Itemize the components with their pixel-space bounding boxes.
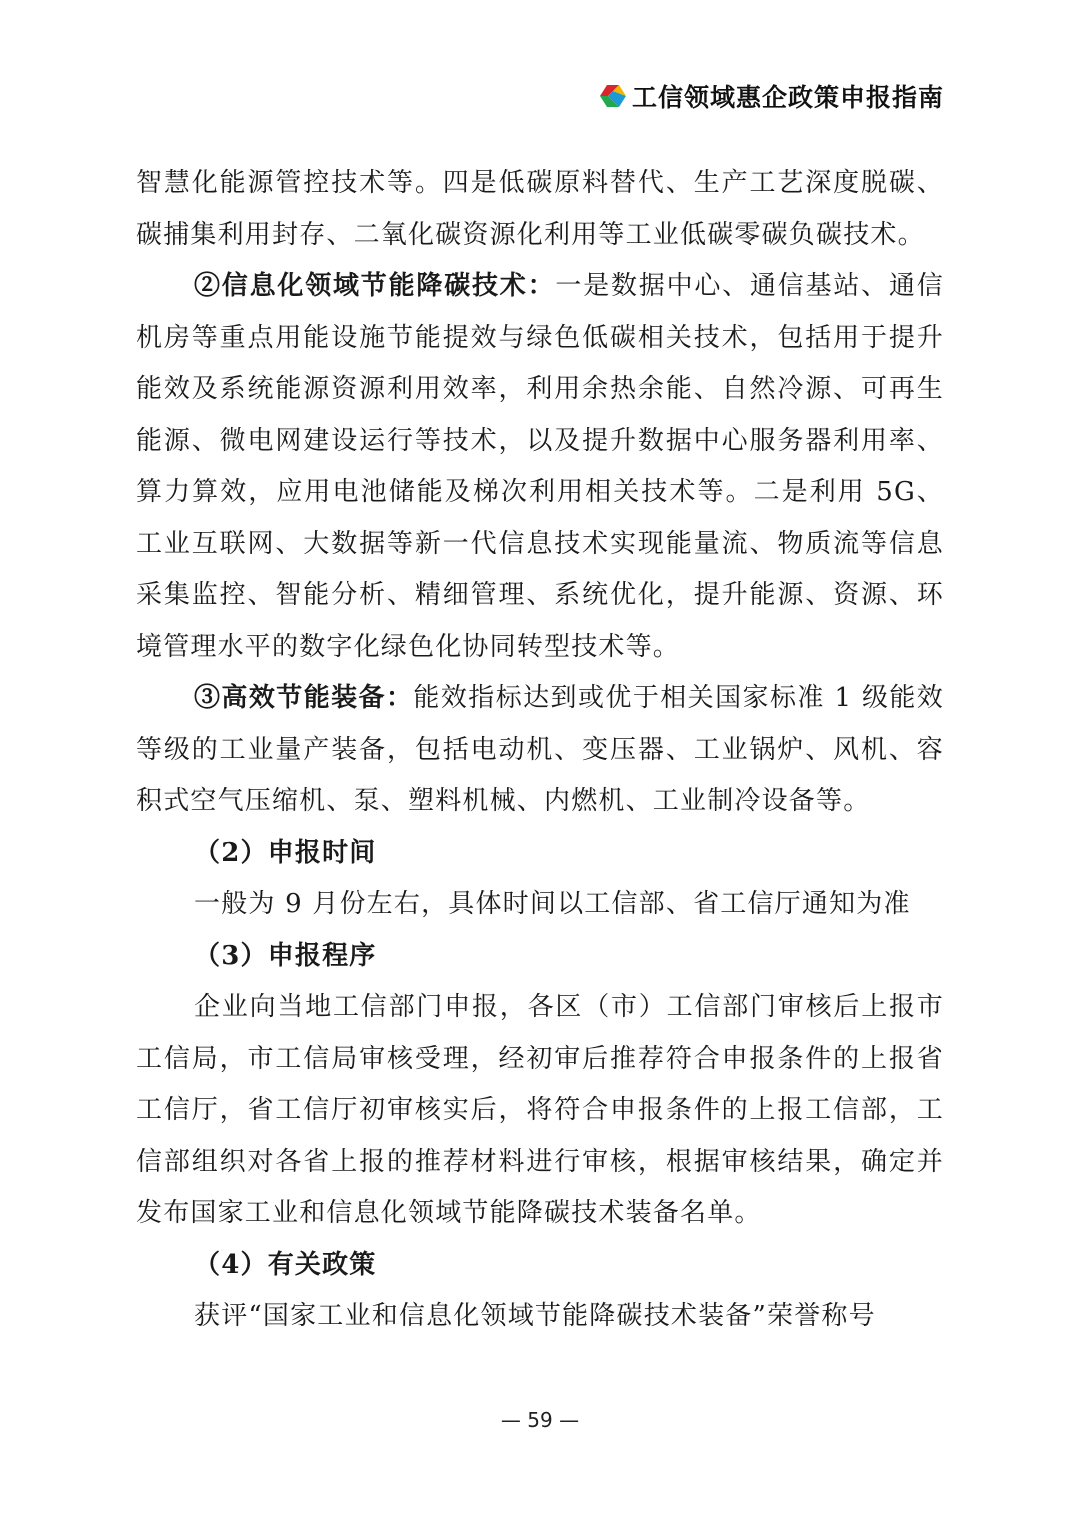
paragraph: 获评“国家工业和信息化领域节能降碳技术装备”荣誉称号: [194, 1301, 876, 1331]
paragraph-body: 能效指标达到或优于相关国家标准 1 级能效等级的工业量产装备，包括电动机、变压器、工业锅炉、风机、容积式空气压缩机、泵、塑料机械、内燃机、工业制冷设备等。: [136, 683, 944, 816]
paragraph: 智慧化能源管控技术等。四是低碳原料替代、生产工艺深度脱碳、碳捕集利用封存、二氧化碳资源化利用等工业低碳零碳负碳技术。: [136, 168, 944, 250]
paragraph-lead: ②信息化领域节能降碳技术：: [194, 271, 556, 301]
paragraph: 一般为 9 月份左右，具体时间以工信部、省工信厅通知为准: [194, 889, 911, 919]
page-header: [598, 76, 944, 116]
logo-icon: [598, 81, 628, 111]
section-heading: （3）申报程序: [194, 940, 377, 971]
page-number: — 59 —: [500, 1408, 580, 1432]
paragraph-body: 一是数据中心、通信基站、通信机房等重点用能设施节能提效与绿色低碳相关技术，包括用于提升能效及系统能源资源利用效率，利用余热余能、自然冷源、可再生能源、微电网建设运行等技术，以及提升数据中心服务器利用率、算力算效，应用电池储能及梯次利用相关技术等。二是利用 5G、工业互联网、大数据等新一代信息技术实现能量流、物质流等信息采集监控、智能分析、精细管理、系统优化，提升能源、资源、环境管理水平的数字化绿色化协同转型技术等。: [136, 271, 944, 662]
paragraph: [136, 673, 944, 828]
document-body: [136, 158, 944, 1343]
section-heading: （2）申报时间: [194, 837, 377, 868]
header-title: 工信领域惠企政策申报指南: [631, 83, 944, 112]
paragraph-lead: ③高效节能装备：: [194, 683, 414, 713]
paragraph: 企业向当地工信部门申报，各区（市）工信部门审核后上报市工信局，市工信局审核受理，经初审后推荐符合申报条件的上报省工信厅，省工信厅初审核实后，将符合申报条件的上报工信部，工信部组织对各省上报的推荐材料进行审核，根据审核结果，确定并发布国家工业和信息化领域节能降碳技术装备名单。: [136, 992, 944, 1228]
paragraph: [136, 261, 944, 673]
section-heading: （4）有关政策: [194, 1249, 377, 1280]
